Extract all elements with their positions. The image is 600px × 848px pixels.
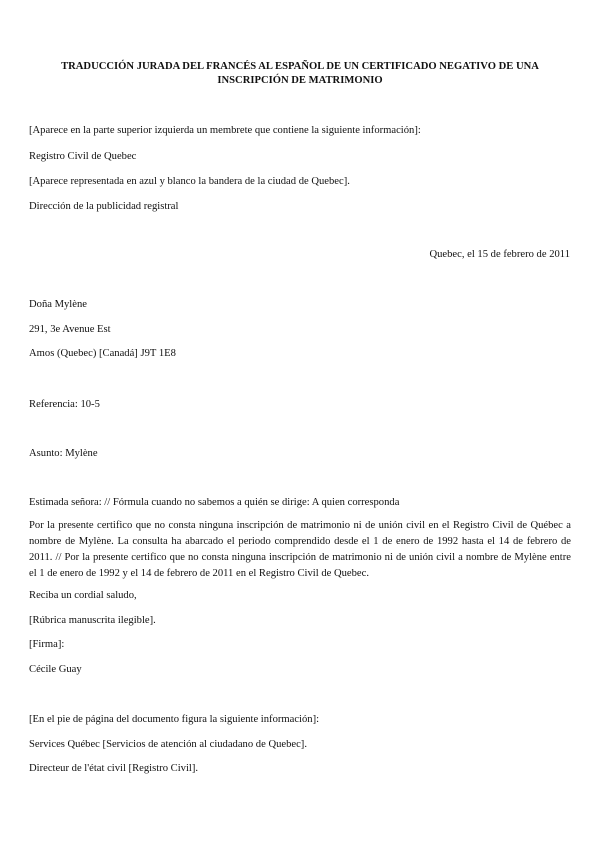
registry-name: Registro Civil de Quebec xyxy=(29,151,137,162)
salutation: Estimada señora: // Fórmula cuando no sabemos a quién se dirige: A quien corresponda xyxy=(29,497,400,508)
reference-line: Referencia: 10-5 xyxy=(29,399,100,410)
recipient-name: Doña Mylène xyxy=(29,299,87,310)
document-title: TRADUCCIÓN JURADA DEL FRANCÉS AL ESPAÑOL DE UN CERTIFICADO NEGATIVO DE UNA INSCRIPCIÓN DE MATRIMONIO xyxy=(61,61,539,86)
closing-line: Reciba un cordial saludo, xyxy=(29,590,137,601)
recipient-street: 291, 3e Avenue Est xyxy=(29,324,111,335)
letterhead-note: [Aparece en la parte superior izquierda un membrete que contiene la siguiente información]: xyxy=(29,125,421,136)
footer-services: Services Québec [Servicios de atención al ciudadano de Quebec]. xyxy=(29,739,307,750)
signature-label: [Firma]: xyxy=(29,639,65,650)
signer-name: Cécile Guay xyxy=(29,664,82,675)
body-paragraph: Por la presente certifico que no consta ninguna inscripción de matrimonio ni de unión civil en el Registro Civil de Québec a nombre de Mylène. La consulta ha abarcado el periodo comprendido desde el 1 de enero de 1992 hasta el 14 de febrero de 2011. // Por la presente certifico que no consta ninguna inscripción de matrimonio ni de unión civil a nombre de Mylène entre el 1 de enero de 1992 y el 14 de febrero de 2011 en el Registro Civil de Quebec. xyxy=(29,520,571,579)
subject-line: Asunto: Mylène xyxy=(29,448,98,459)
rubric-note: [Rúbrica manuscrita ilegible]. xyxy=(29,615,156,626)
footer-director: Directeur de l'état civil [Registro Civil]. xyxy=(29,763,199,774)
footer-note: [En el pie de página del documento figura la siguiente información]: xyxy=(29,714,320,725)
department-name: Dirección de la publicidad registral xyxy=(29,201,179,212)
recipient-city: Amos (Quebec) [Canadá] J9T 1E8 xyxy=(29,348,176,359)
flag-note: [Aparece representada en azul y blanco la bandera de la ciudad de Quebec]. xyxy=(29,176,350,187)
date-line: Quebec, el 15 de febrero de 2011 xyxy=(429,249,570,260)
